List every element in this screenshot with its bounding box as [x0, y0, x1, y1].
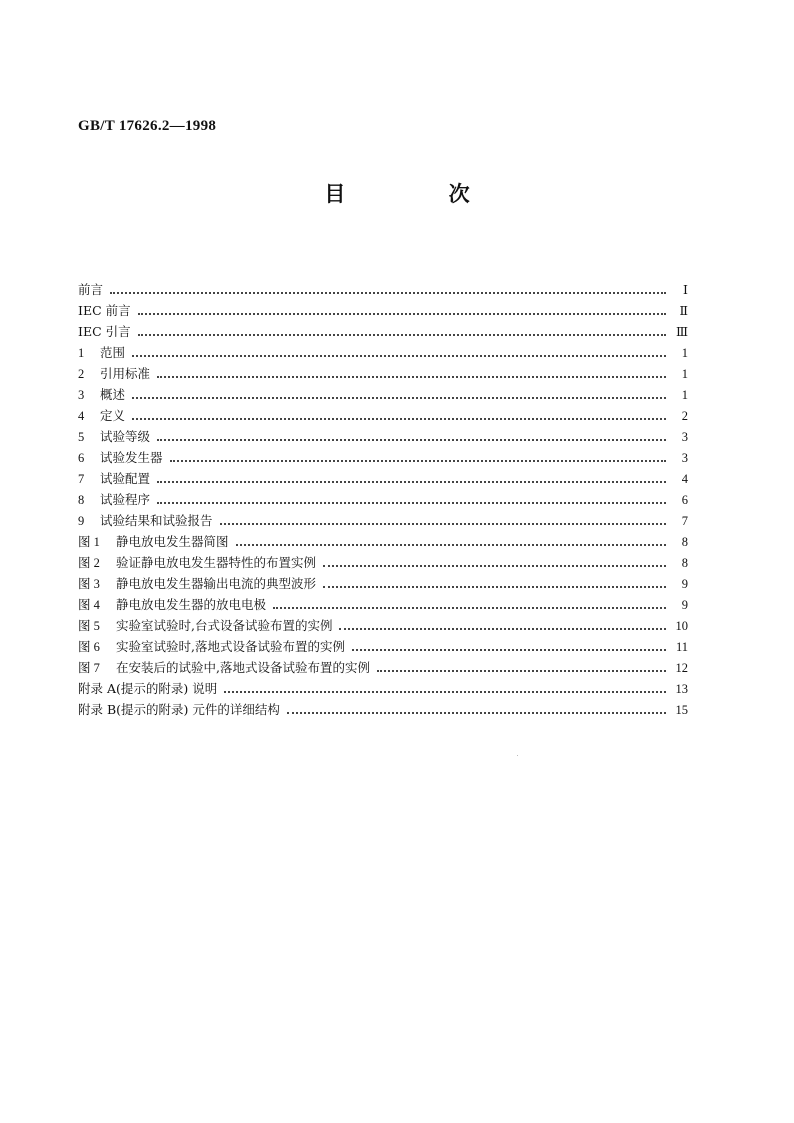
toc-entry-page: 2 [681, 409, 688, 423]
toc-entry-label: 试验等级 [100, 429, 151, 444]
dot-leader [157, 376, 666, 378]
toc-entry[interactable] [78, 486, 688, 507]
toc-entry-page: 1 [681, 346, 688, 360]
toc-entry-label: 试验结果和试验报告 [100, 513, 213, 528]
toc-entry-number: 图 4 [78, 598, 100, 612]
toc-entry-label: 范围 [100, 345, 126, 360]
toc-entry[interactable] [78, 528, 688, 549]
toc-entry-number: 图 7 [78, 661, 100, 675]
dot-leader [138, 334, 666, 336]
toc-entry-label: 试验程序 [100, 492, 151, 507]
toc-entry-page: 7 [681, 514, 688, 528]
toc-entry[interactable] [78, 675, 688, 696]
dot-leader [224, 691, 666, 693]
toc-entry[interactable] [78, 297, 688, 318]
toc-entry[interactable] [78, 549, 688, 570]
toc-entry-page: 8 [681, 556, 688, 570]
toc-entry-page: 9 [681, 598, 688, 612]
toc-entry-label: 静电放电发生器简图 [116, 534, 229, 549]
toc-entry-number: 5 [78, 430, 85, 444]
toc-entry-page: 8 [681, 535, 688, 549]
toc-entry-page: 13 [675, 682, 688, 696]
toc-entry-label: 验证静电放电发生器特性的布置实例 [116, 555, 317, 570]
dot-leader [220, 523, 666, 525]
toc-entry-label: IEC 引言 [78, 324, 131, 339]
toc-entry-page: 3 [681, 430, 688, 444]
toc-entry-number: 图 5 [78, 619, 100, 633]
toc-entry-label: 在安装后的试验中,落地式设备试验布置的实例 [116, 660, 370, 675]
toc-entry-page: 4 [681, 472, 688, 486]
standard-code: GB/T 17626.2—1998 [78, 118, 217, 134]
dot-leader [132, 418, 666, 420]
toc-entry-label: 静电放电发生器输出电流的典型波形 [116, 576, 317, 591]
dot-leader [157, 481, 666, 483]
toc-entry-number: 3 [78, 388, 85, 402]
toc-entry-number: 图 2 [78, 556, 100, 570]
toc-entry[interactable] [78, 654, 688, 675]
dot-leader [170, 460, 666, 462]
toc-entry-label: 实验室试验时,落地式设备试验布置的实例 [116, 639, 345, 654]
toc-entry[interactable] [78, 507, 688, 528]
toc-entry[interactable] [78, 696, 688, 717]
toc-entry-page: 3 [681, 451, 688, 465]
toc-entry-page: Ⅰ [683, 283, 688, 297]
toc-entry-page: 12 [675, 661, 688, 675]
toc-entry-page: 15 [675, 703, 688, 717]
dot-leader [236, 544, 666, 546]
toc-entry-label: 概述 [100, 387, 126, 402]
toc-entry-page: 1 [681, 388, 688, 402]
dot-leader [323, 586, 666, 588]
toc-entry[interactable] [78, 381, 688, 402]
dot-leader [132, 355, 666, 357]
toc-entry-number: 1 [78, 346, 85, 360]
toc-entry-label: 前言 [78, 282, 104, 297]
toc-entry-label: 试验配置 [100, 471, 151, 486]
toc-entry-label: IEC 前言 [78, 303, 131, 318]
toc-entry[interactable] [78, 633, 688, 654]
dot-leader [132, 397, 666, 399]
toc-entry[interactable] [78, 339, 688, 360]
toc-entry-page: 9 [681, 577, 688, 591]
toc-entry-page: 11 [675, 640, 688, 654]
toc-entry-number: 图 3 [78, 577, 100, 591]
toc-entry-number: 图 6 [78, 640, 100, 654]
dot-leader [273, 607, 666, 609]
toc-entry[interactable] [78, 318, 688, 339]
dot-leader [138, 313, 666, 315]
toc-entry-label: 定义 [100, 408, 126, 423]
toc-entry-page: 10 [675, 619, 688, 633]
dot-leader [287, 712, 666, 714]
dot-leader [377, 670, 666, 672]
dot-leader [352, 649, 666, 651]
toc-entry-label: 附录 A(提示的附录) 说明 [78, 681, 218, 696]
toc-entry[interactable] [78, 612, 688, 633]
toc-entry[interactable] [78, 465, 688, 486]
toc-entry-label: 静电放电发生器的放电电极 [116, 597, 267, 612]
toc-entry-page: 6 [681, 493, 688, 507]
toc-entry-number: 9 [78, 514, 85, 528]
toc-entry-label: 实验室试验时,台式设备试验布置的实例 [116, 618, 333, 633]
toc-entry-label: 附录 B(提示的附录) 元件的详细结构 [78, 702, 280, 717]
dot-leader [323, 565, 666, 567]
toc-entry-label: 引用标准 [100, 366, 151, 381]
toc-entry[interactable] [78, 360, 688, 381]
dot-leader [157, 439, 666, 441]
scan-speck [517, 755, 518, 756]
toc-entry[interactable] [78, 570, 688, 591]
toc-entry-page: Ⅲ [675, 325, 688, 339]
toc-entry[interactable] [78, 276, 688, 297]
toc-entry-page: 1 [681, 367, 688, 381]
toc-entry[interactable] [78, 423, 688, 444]
toc-entry-number: 8 [78, 493, 85, 507]
toc-entry-number: 2 [78, 367, 85, 381]
toc-entry-page: Ⅱ [679, 304, 688, 318]
dot-leader [339, 628, 666, 630]
toc-entry-number: 4 [78, 409, 85, 423]
toc-entry-label: 试验发生器 [100, 450, 163, 465]
toc-entry-number: 图 1 [78, 535, 100, 549]
toc-entry[interactable] [78, 402, 688, 423]
dot-leader [110, 292, 666, 294]
dot-leader [157, 502, 666, 504]
toc-entry-number: 6 [78, 451, 85, 465]
table-of-contents [78, 276, 688, 717]
toc-entry[interactable] [78, 444, 688, 465]
toc-entry-number: 7 [78, 472, 85, 486]
toc-entry[interactable] [78, 591, 688, 612]
toc-title: 目 次 [324, 182, 518, 206]
